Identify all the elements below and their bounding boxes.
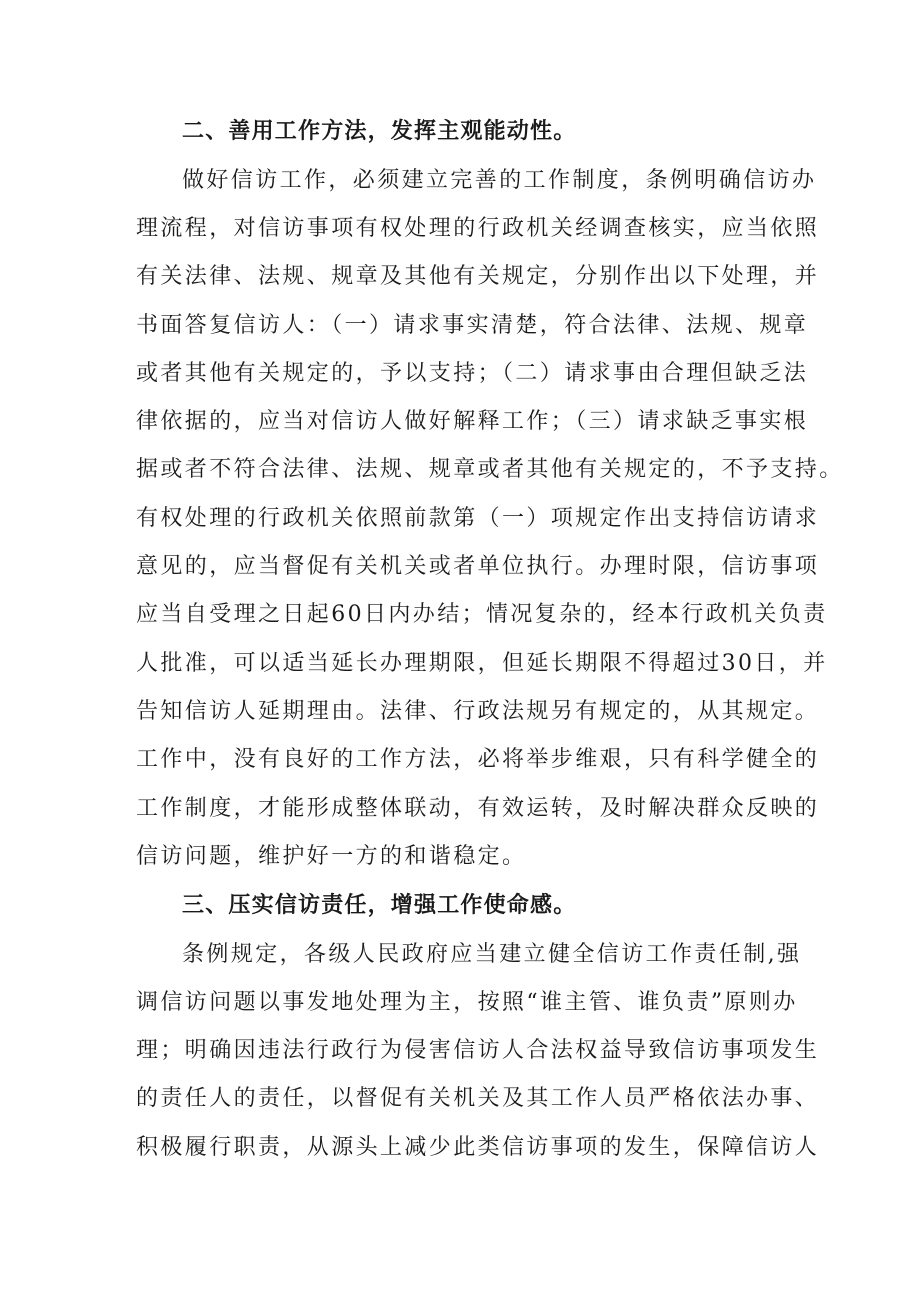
paragraph-line: 工作中，没有良好的工作方法，必将举步维艰，只有科学健全的 [136,747,820,772]
paragraph-line: 条例规定，各级人民政府应当建立健全信访工作责任制,强 [182,942,802,967]
paragraph-line: 积极履行职责，从源头上减少此类信访事项的发生，保障信访人 [136,1135,820,1160]
section-three-heading: 三、压实信访责任，增强工作使命感。 [182,893,577,918]
section-two-heading: 二、善用工作方法，发挥主观能动性。 [182,119,577,144]
paragraph-line: 调信访问题以事发地处理为主，按照“谁主管、谁负责”原则办 [136,990,798,1015]
paragraph-line: 理；明确因违法行政行为侵害信访人合法权益导致信访事项发生 [136,1038,820,1063]
paragraph-line: 告知信访人延期理由。法律、行政法规另有规定的，从其规定。 [136,699,820,724]
paragraph-line: 做好信访工作，必须建立完善的工作制度，条例明确信访办 [182,168,817,193]
paragraph-line: 有权处理的行政机关依照前款第（一）项规定作出支持信访请求 [136,506,820,531]
paragraph-line: 理流程，对信访事项有权处理的行政机关经调查核实，应当依照 [136,216,820,241]
paragraph-line: 工作制度，才能形成整体联动，有效运转，及时解决群众反映的 [136,796,820,821]
paragraph-line: 信访问题，维护好一方的和谐稳定。 [136,844,527,869]
paragraph-line: 应当自受理之日起60日内办结；情况复杂的，经本行政机关负责 [136,602,828,627]
paragraph-line: 据或者不符合法律、法规、规章或者其他有关规定的，不予支持。 [136,457,844,482]
paragraph-line: 的责任人的责任，以督促有关机关及其工作人员严格依法办事、 [136,1086,820,1111]
paragraph-line: 律依据的，应当对信访人做好解释工作；（三）请求缺乏事实根 [136,409,809,434]
paragraph-line: 人批准，可以适当延长办理期限，但延长期限不得超过30日，并 [136,651,828,676]
paragraph-line: 或者其他有关规定的，予以支持；（二）请求事由合理但缺乏法 [136,361,809,386]
paragraph-line: 书面答复信访人：（一）请求事实清楚，符合法律、法规、规章 [136,313,809,338]
paragraph-line: 有关法律、法规、规章及其他有关规定，分别作出以下处理，并 [136,264,820,289]
paragraph-line: 意见的，应当督促有关机关或者单位执行。办理时限，信访事项 [136,554,820,579]
